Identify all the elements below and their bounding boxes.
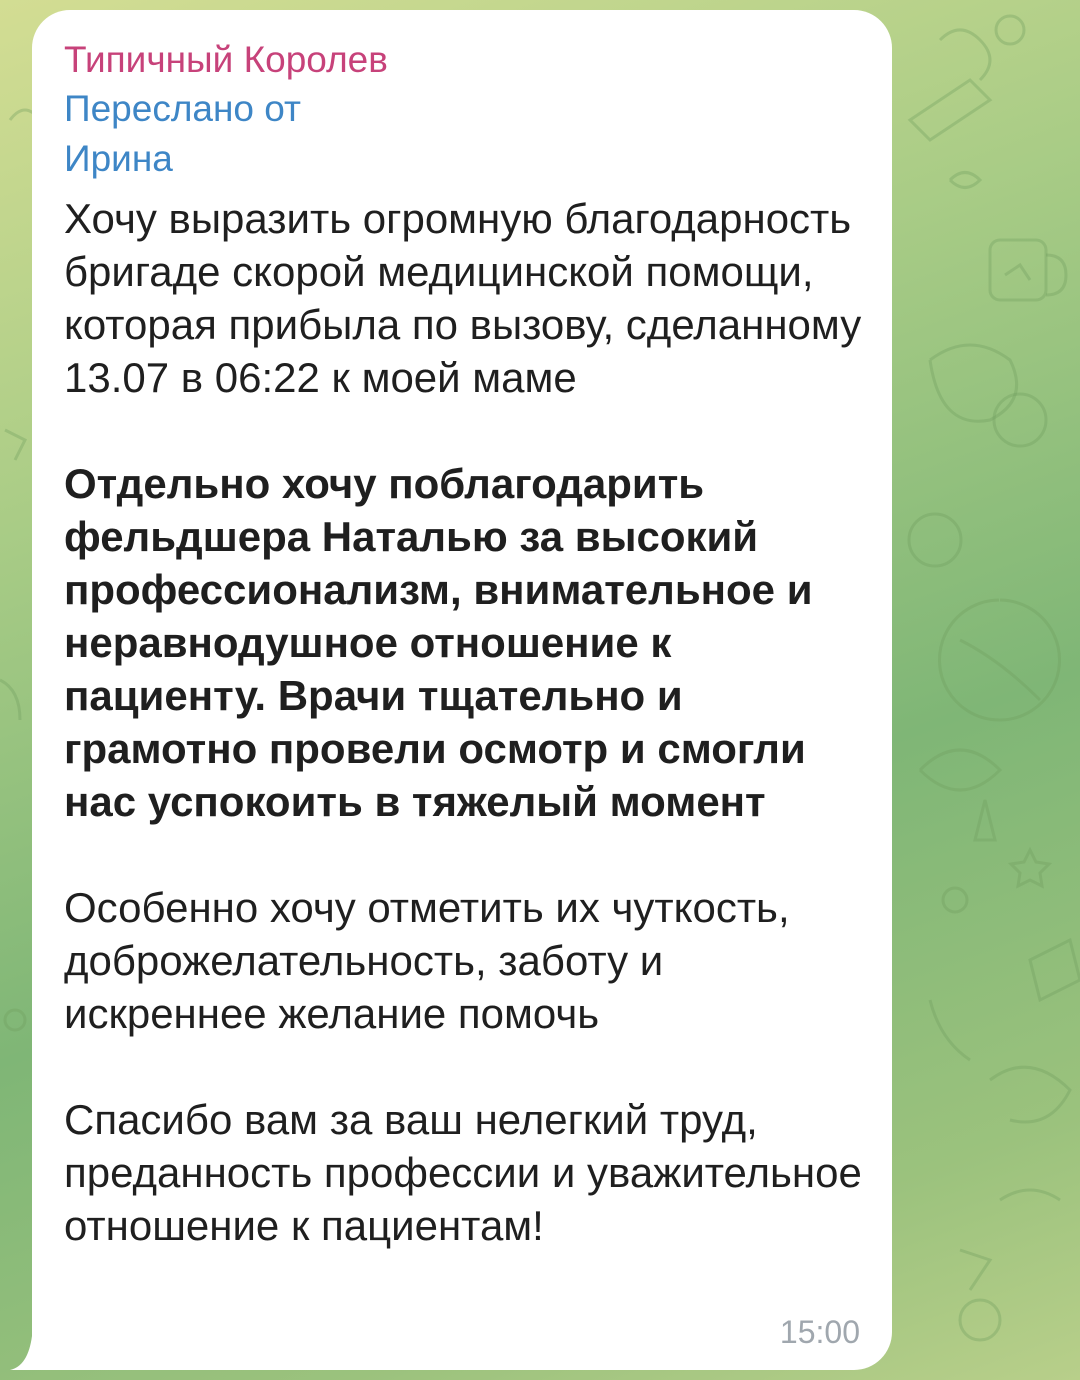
forwarded-from-name[interactable]: Ирина xyxy=(64,138,173,179)
message-timestamp: 15:00 xyxy=(779,1314,860,1350)
message-bubble[interactable] xyxy=(32,10,892,1370)
message-paragraph: Спасибо вам за ваш нелегкий труд, преданность профессии и уважительное отношение к пациентам! xyxy=(64,1096,862,1249)
bubble-tail xyxy=(10,1336,46,1370)
sender-name[interactable]: Типичный Королев xyxy=(64,39,388,80)
message-paragraph: Особенно хочу отметить их чуткость, доброжелательность, заботу и искреннее желание помочь xyxy=(64,884,790,1037)
message-paragraph-bold: Отдельно хочу поблагодарить фельдшера Наталью за высокий профессионализм, внимательное и неравнодушное отношение к пациенту. Врачи тщательно и грамотно провели осмотр и смогли нас успокоить в тяжелый момент xyxy=(64,460,813,825)
message-paragraph: Хочу выразить огромную благодарность бригаде скорой медицинской помощи, которая прибыла по вызову, сделанному 13.07 в 06:22 к моей маме xyxy=(64,195,862,401)
message-text xyxy=(64,192,862,1252)
forwarded-label: Переслано от xyxy=(64,88,301,129)
